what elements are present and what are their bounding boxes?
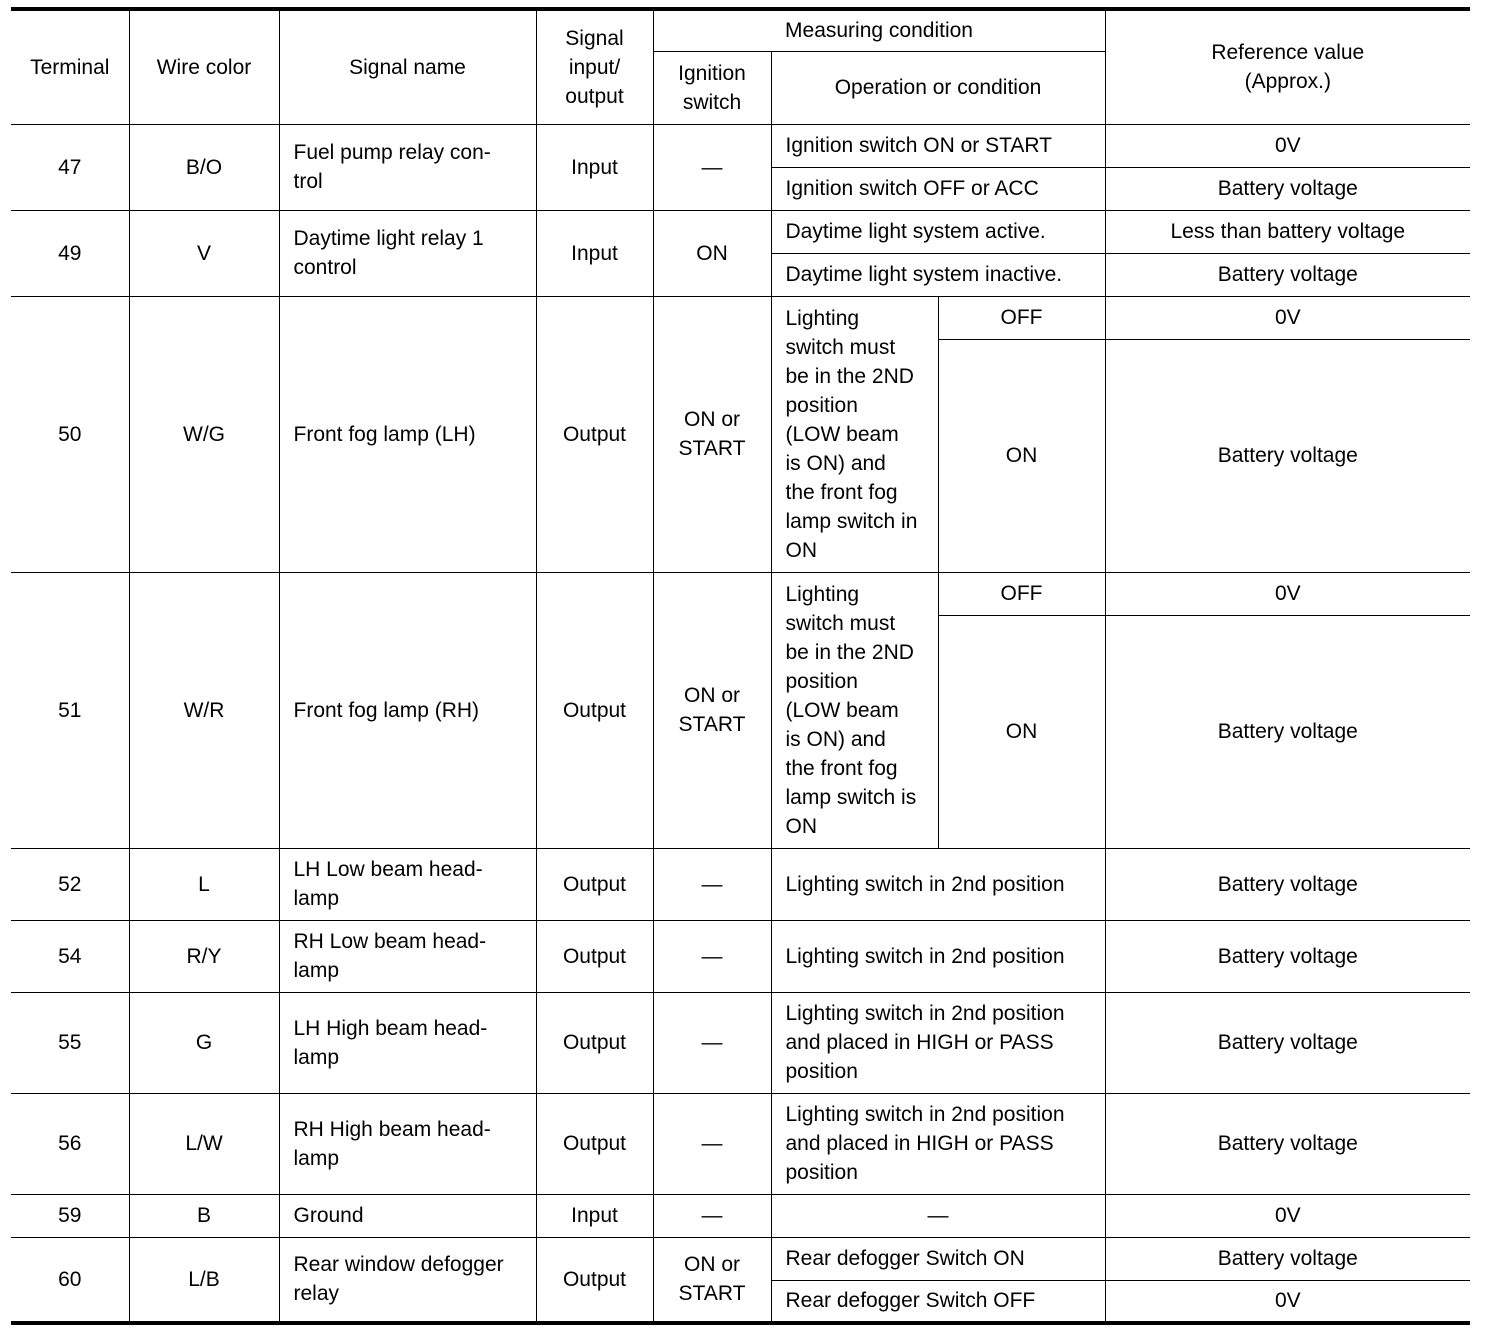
terminal-cell: 51 (11, 572, 129, 848)
wire-color-cell: L (129, 848, 279, 920)
reference-value-cell: Battery voltage (1105, 615, 1470, 848)
wire-color-cell: W/G (129, 296, 279, 572)
reference-value-cell: 0V (1105, 1280, 1470, 1323)
signal-io-cell: Output (536, 1093, 653, 1194)
signal-io-cell: Input (536, 124, 653, 210)
switch-state-cell: ON (938, 615, 1105, 848)
header-terminal: Terminal (11, 9, 129, 124)
terminal-cell: 52 (11, 848, 129, 920)
terminal-cell: 49 (11, 210, 129, 296)
operation-cell: Lighting switch in 2nd position and placed in HIGH or PASS position (771, 992, 1105, 1093)
wire-color-cell: L/B (129, 1237, 279, 1323)
ignition-switch-cell: — (653, 1194, 771, 1237)
signal-name-cell: Fuel pump relay con- trol (279, 124, 536, 210)
table-body (11, 124, 1470, 1323)
operation-cell: Ignition switch ON or START (771, 124, 1105, 167)
switch-state-cell: ON (938, 339, 1105, 572)
header-signal-name: Signal name (279, 9, 536, 124)
reference-value-cell: 0V (1105, 124, 1470, 167)
operation-cell: Rear defogger Switch OFF (771, 1280, 1105, 1323)
terminal-cell: 47 (11, 124, 129, 210)
wire-color-cell: G (129, 992, 279, 1093)
table-row (11, 1237, 1470, 1280)
reference-value-cell: Battery voltage (1105, 992, 1470, 1093)
operation-cell: Lighting switch in 2nd position (771, 848, 1105, 920)
operation-cell: Lighting switch must be in the 2ND position (LOW beam is ON) and the front fog lamp switch in ON (771, 296, 938, 572)
header-operation-condition: Operation or condition (771, 51, 1105, 124)
switch-state-cell: OFF (938, 296, 1105, 339)
table-row (11, 920, 1470, 992)
table-row (11, 992, 1470, 1093)
wire-color-cell: R/Y (129, 920, 279, 992)
terminal-cell: 56 (11, 1093, 129, 1194)
reference-value-cell: Battery voltage (1105, 253, 1470, 296)
operation-cell: Lighting switch must be in the 2ND position (LOW beam is ON) and the front fog lamp switch is ON (771, 572, 938, 848)
operation-cell: Daytime light system inactive. (771, 253, 1105, 296)
operation-cell: Ignition switch OFF or ACC (771, 167, 1105, 210)
terminal-cell: 60 (11, 1237, 129, 1323)
table-row (11, 210, 1470, 253)
signal-io-cell: Output (536, 572, 653, 848)
ignition-switch-cell: — (653, 1093, 771, 1194)
table-row (11, 572, 1470, 615)
reference-value-cell: 0V (1105, 296, 1470, 339)
wire-color-cell: B (129, 1194, 279, 1237)
signal-io-cell: Output (536, 296, 653, 572)
header-reference-value: Reference value (Approx.) (1105, 9, 1470, 124)
signal-io-cell: Output (536, 920, 653, 992)
reference-value-cell: 0V (1105, 572, 1470, 615)
signal-name-cell: Front fog lamp (LH) (279, 296, 536, 572)
terminal-cell: 50 (11, 296, 129, 572)
reference-value-cell: Less than battery voltage (1105, 210, 1470, 253)
table-row (11, 848, 1470, 920)
ignition-switch-cell: — (653, 124, 771, 210)
signal-io-cell: Output (536, 848, 653, 920)
table-row (11, 124, 1470, 167)
table-row (11, 296, 1470, 339)
signal-io-cell: Output (536, 1237, 653, 1323)
ignition-switch-cell: ON or START (653, 572, 771, 848)
operation-cell: — (771, 1194, 1105, 1237)
terminal-cell: 55 (11, 992, 129, 1093)
header-row (11, 9, 1470, 51)
reference-value-cell: Battery voltage (1105, 1093, 1470, 1194)
operation-cell: Rear defogger Switch ON (771, 1237, 1105, 1280)
signal-io-cell: Output (536, 992, 653, 1093)
signal-name-cell: RH High beam head- lamp (279, 1093, 536, 1194)
signal-io-cell: Input (536, 210, 653, 296)
operation-cell: Lighting switch in 2nd position (771, 920, 1105, 992)
reference-value-cell: Battery voltage (1105, 920, 1470, 992)
ignition-switch-cell: ON or START (653, 1237, 771, 1323)
signal-io-cell: Input (536, 1194, 653, 1237)
signal-name-cell: Daytime light relay 1 control (279, 210, 536, 296)
terminal-reference-table (11, 7, 1470, 1325)
ignition-switch-cell: ON or START (653, 296, 771, 572)
wire-color-cell: W/R (129, 572, 279, 848)
reference-value-cell: 0V (1105, 1194, 1470, 1237)
ignition-switch-cell: — (653, 848, 771, 920)
terminal-cell: 54 (11, 920, 129, 992)
reference-value-cell: Battery voltage (1105, 848, 1470, 920)
ignition-switch-cell: ON (653, 210, 771, 296)
signal-name-cell: Ground (279, 1194, 536, 1237)
reference-value-cell: Battery voltage (1105, 339, 1470, 572)
signal-name-cell: RH Low beam head- lamp (279, 920, 536, 992)
signal-name-cell: LH High beam head- lamp (279, 992, 536, 1093)
signal-name-cell: Rear window defogger relay (279, 1237, 536, 1323)
wire-color-cell: V (129, 210, 279, 296)
operation-cell: Lighting switch in 2nd position and placed in HIGH or PASS position (771, 1093, 1105, 1194)
table-row (11, 1194, 1470, 1237)
signal-name-cell: Front fog lamp (RH) (279, 572, 536, 848)
header-measuring-condition: Measuring condition (653, 9, 1105, 51)
ignition-switch-cell: — (653, 992, 771, 1093)
wire-color-cell: B/O (129, 124, 279, 210)
wire-color-cell: L/W (129, 1093, 279, 1194)
table-row (11, 1093, 1470, 1194)
reference-value-cell: Battery voltage (1105, 167, 1470, 210)
terminal-cell: 59 (11, 1194, 129, 1237)
header-wire-color: Wire color (129, 9, 279, 124)
header-ignition-switch: Ignition switch (653, 51, 771, 124)
operation-cell: Daytime light system active. (771, 210, 1105, 253)
switch-state-cell: OFF (938, 572, 1105, 615)
signal-name-cell: LH Low beam head- lamp (279, 848, 536, 920)
header-signal-io: Signal input/ output (536, 9, 653, 124)
ignition-switch-cell: — (653, 920, 771, 992)
reference-value-cell: Battery voltage (1105, 1237, 1470, 1280)
